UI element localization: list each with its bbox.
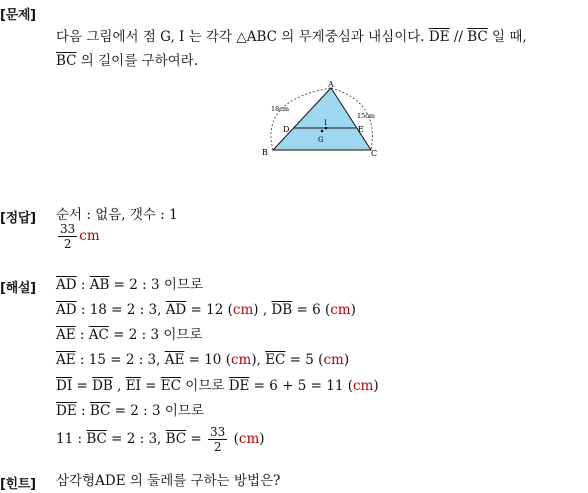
solution-fraction: $\frac{33}{2}$ [210,425,226,454]
label-i: I [324,119,327,127]
solution-row-7: 11 : $\overline{BC} = 2$ : 3, $\overline{BC}$ = $\frac{33}{2}$ (cm) [56,425,265,454]
solution-row-4: $\overline{AE}$ : 15 = 2 : 3, $\overline{AE} = 10$ (cm), $\overline{EC} = 5$ (cm) [56,352,350,368]
problem-statement-line2: $\overline{BC}$ 의 길이를 구하여라. [56,53,199,69]
problem-statement-line1: 다음 그림에서 점 G, I 는 각각 △ABC 의 무게중심과 내심이다. $\overline{DE} // \overline{BC}$ 일 때, [56,29,527,45]
label-d: D [283,125,290,134]
label-left-length: 18cm [271,105,290,113]
answer-fraction: $\frac{33}{2}$ [60,222,76,251]
triangle-figure [258,80,386,162]
label-b: B [262,148,268,157]
point-g [321,130,324,133]
hint-text: 삼각형ADE 의 둘레를 구하는 방법은? [56,473,281,489]
solution-row-6: $\overline{DE}$ : $\overline{BC} = 2$ : 3 이므로 [56,403,204,419]
answer-header: [정답] [0,211,36,226]
label-g: G [318,136,324,144]
label-c: C [371,149,378,158]
solution-row-2: $\overline{AD}$ : 18 = 2 : 3, $\overline{AD} = 12$ (cm) , $\overline{DB} = 6$ (cm) [56,302,356,318]
label-right-length: 15cm [357,112,376,120]
solution-header: [해설] [0,281,36,296]
answer-value: $\frac{33}{2}$ cm [60,222,100,251]
hint-header: [힌트] [0,477,36,492]
point-i [325,127,328,130]
label-a: A [328,80,334,89]
answer-order-count: 순서 : 없음, 갯수 : 1 [56,207,178,223]
solution-row-3: $\overline{AE}$ : $\overline{AC} = 2$ : 3 이므로 [56,327,203,343]
solution-row-5: $\overline{DI} = \overline{DB}$ , $\overline{EI} = \overline{EC}$ 이므로 $\overline{DE} = 6 + 5 = 11$ (cm) [56,378,379,394]
problem-header: [문제] [0,8,36,23]
solution-row-1: $\overline{AD}$ : $\overline{AB} = 2$ : 3 이므로 [56,277,204,293]
label-e: E [358,125,364,134]
